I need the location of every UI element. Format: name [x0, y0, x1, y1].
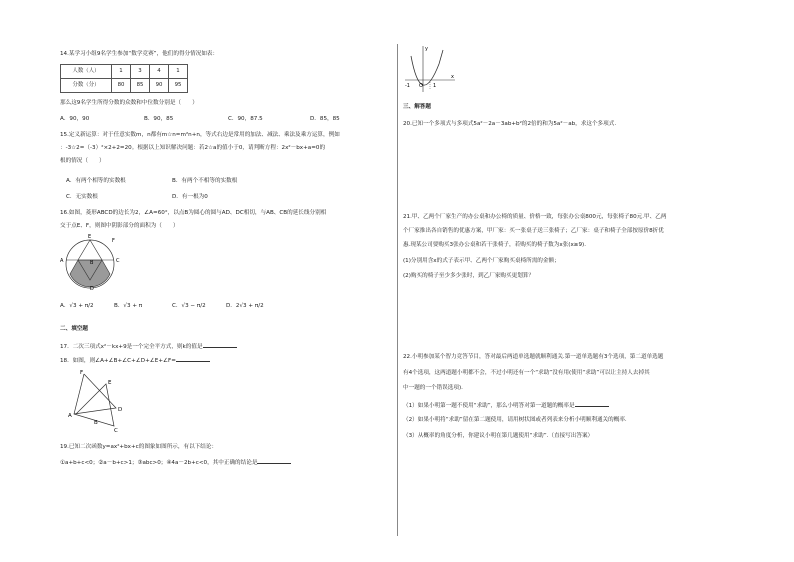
q21-line-1: 21.甲、乙两个厂家生产的办公桌和办公椅的质量、价格一致，每张办公桌800元，每张椅子80元.甲、乙两	[403, 214, 667, 220]
label-b: B	[90, 260, 94, 266]
q18	[60, 356, 210, 366]
q19-text: ①a+b+c<0；②a－b+c>1；③abc>0；④4a－2b+c<0，其中正确的结论是	[60, 460, 258, 466]
table-cell: 3	[131, 65, 150, 79]
q17-text: 17．二次三项式x²－kx+9是一个完全平方式，则k的值是	[60, 344, 203, 350]
q14-option-b: B．90，85	[144, 116, 174, 122]
answer-blank[interactable]	[203, 342, 237, 348]
q20: 20.已知一个多项式与多项式5a²－2a－3ab+b²的2倍的和为5a²－ab，求这个多项式.	[403, 121, 617, 127]
q18-text: 18．如图，则∠A+∠B+∠C+∠D+∠E+∠F=	[60, 358, 176, 364]
section-fill-in: 二、填空题	[60, 326, 88, 332]
table-cell: 人数（人）	[61, 65, 112, 79]
q16-line-1: 16.如图，菱形ABCD的边长为2，∠A=60°，以点B为圆心的圆与AD、DC相切，与AB、CB的延长线分别相	[60, 210, 327, 216]
table-cell: 4	[150, 65, 169, 79]
q16-option-c: C．√3 − π/2	[172, 303, 206, 309]
q22-line-2: 有4个选项，这两道题小明都不会，不过小明还有一个“求助”没有用(使用“求助”可以让主持人去掉其	[403, 370, 650, 376]
angles-figure	[68, 368, 138, 434]
q22-sub-2: （2）如果小明将“求助”留在第二题使用，请用树状图或者列表来分析小明顺利通关的概率.	[403, 417, 627, 423]
q22-sub-1-text: （1）如果小明第一题不使用“求助”，那么小明答对第一道题的概率是	[403, 403, 575, 409]
q21-line-3: 惠.现某公司要购买3张办公桌和若干张椅子，若购买的椅子数为x张(x≥9).	[403, 242, 586, 248]
label-origin: O	[419, 83, 423, 89]
table-cell: 90	[150, 79, 169, 93]
label-e: E	[88, 234, 92, 240]
q15-option-b: B．有两个不相等的实数根	[172, 178, 238, 184]
label-c: C	[114, 428, 118, 434]
table-cell: 85	[131, 79, 150, 93]
table-row	[61, 65, 188, 79]
q15-line-1: 15.定义新运算：对于任意实数m，n都有m☆n=m²n+n，等式右边是常用的加法、减法、乘法及乘方运算，例如	[60, 132, 340, 138]
section-solve: 三、解答题	[403, 104, 431, 110]
label-y: y	[425, 46, 428, 52]
q22-sub-3: （3）从概率的角度分析，你建议小明在第几题使用“求助”.（直接写出答案）	[403, 433, 594, 439]
label-d: D	[90, 286, 94, 292]
q19-line-1: 19.已知二次函数y=ax²+bx+c的图象如图所示，有以下结论：	[60, 444, 218, 450]
label-one: 1	[433, 83, 437, 89]
q21-line-2: 个厂家推出各自销售的优惠方案，甲厂家：买一张桌子送三张椅子；乙厂家：桌子和椅子全部按原价8折优	[403, 228, 664, 234]
q15-line-2: ：-3☆2=（-3）²×2+2=20。根据以上知识解决问题：若2☆a的值小于0，请判断方程：2x²－bx+a=0的	[60, 145, 326, 151]
q14-option-d: D．85，85	[310, 116, 340, 122]
answer-blank[interactable]	[257, 458, 291, 464]
q14-option-c: C．90，87.5	[228, 116, 263, 122]
label-c: C	[116, 258, 120, 264]
q22-line-3: 中一题的一个错误选项).	[403, 385, 463, 391]
q14-stem: 14.某学习小组9名学生参加“数学竞赛”，他们的得分情况如表：	[60, 51, 219, 57]
q15-line-3: 根的情况（ ）	[60, 158, 105, 164]
label-minus-one: -1	[405, 83, 410, 89]
label-e: E	[108, 380, 112, 386]
label-b: B	[94, 420, 98, 426]
q21-sub-2: (2)购买的椅子至少多少张时，到乙厂家购买更划算？	[403, 273, 534, 279]
q16-option-a: A．√3 + π/2	[60, 303, 94, 309]
answer-blank[interactable]	[176, 356, 210, 362]
q16-option-b: B．√3 + π	[114, 303, 143, 309]
parabola-graph	[403, 44, 457, 94]
table-cell: 80	[112, 79, 131, 93]
q15-option-a: A．有两个相等的实数根	[66, 178, 126, 184]
q14-question: 那么这9名学生所得分数的众数和中位数分别是（ ）	[60, 100, 198, 106]
q15-option-d: D．有一根为0	[172, 194, 208, 200]
q15-option-c: C．无实数根	[66, 194, 98, 200]
score-table	[60, 64, 188, 93]
label-a: A	[60, 258, 64, 264]
q21-sub-1: (1)分别用含x的式子表示甲、乙两个厂家购买桌椅所需的金额；	[403, 258, 560, 264]
q16-option-d: D．2√3 + π/2	[226, 303, 264, 309]
label-f: F	[112, 238, 115, 244]
table-cell: 95	[169, 79, 188, 93]
q16-line-2: 交于点E、F，则图中阴影部分的面积为（ ）	[60, 223, 179, 229]
table-cell: 1	[112, 65, 131, 79]
table-row	[61, 79, 188, 93]
label-d: D	[118, 407, 123, 413]
label-x: x	[451, 74, 454, 80]
rhombus-circle-figure	[60, 230, 124, 292]
label-f: F	[80, 370, 84, 376]
table-cell: 分数（分）	[61, 79, 112, 93]
label-a: A	[68, 413, 72, 419]
q17	[60, 342, 237, 352]
q19-line-2	[60, 458, 291, 468]
q14-option-a: A．90，90	[60, 116, 90, 122]
q22-line-1: 22.小明参加某个智力竞答节目，答对最后两道单选题就顺利通关.第一道单选题有3个选项，第二道单选题	[403, 354, 664, 360]
table-cell: 1	[169, 65, 188, 79]
column-divider	[397, 44, 398, 536]
q22-sub-1	[403, 401, 609, 411]
answer-blank[interactable]	[575, 401, 609, 407]
